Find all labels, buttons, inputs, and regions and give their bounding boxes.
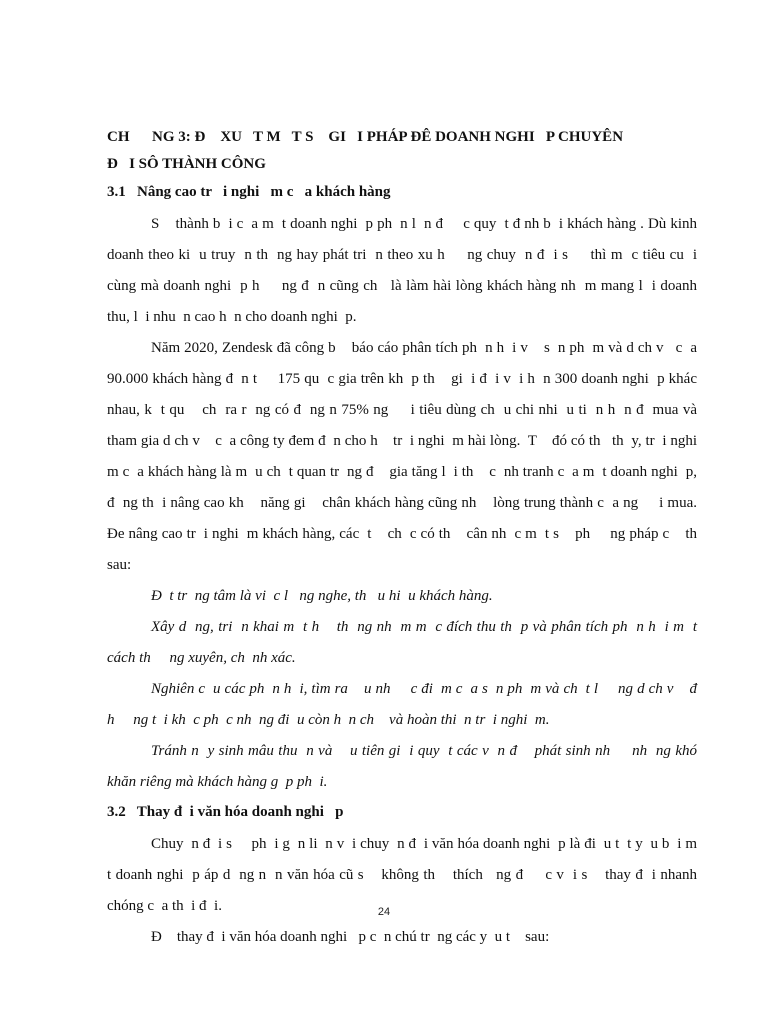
bullet-paragraph: Đ t tr ng tâm là vi c l ng nghe, th u hi u khách hàng.: [151, 588, 493, 604]
paragraph: Năm 2020, Zendesk đã công b báo cáo phân tích ph n h i v s n ph m và d ch v c a 90.000 khách hàng đ n t 175 qu c gia trên kh p th gi i đ i v i h n 300 doanh nghi p khác nhau, k t qu ch ra r ng có đ ng n 75% ng i tiêu dùng ch u chi nhi u ti n h n đ mua và tham gia d ch v c a công ty đem đ n cho h tr i nghi m hài lòng. T đó có th th y, tr i nghi m c a khách hàng là m u ch t quan tr ng đ gia tăng l i th c nh tranh c a m t doanh nghi p, đ ng th i nâng cao kh năng gi chân khách hàng cũng nh lòng trung thành c a ng i mua. Đe nâng cao tr i nghi m khách hàng, các t ch c có th cân nh c m t s ph ng pháp c th sau:: [107, 340, 712, 573]
paragraph: Chuy n đ i s ph i g n li n v i chuy n đ i văn hóa doanh nghi p là đi u t t y u b i m t doanh nghi p áp d ng n n văn hóa cũ s không th thích ng đ c v i s thay đ i nhanh chóng c a th i đ i.: [107, 836, 705, 914]
bullet-paragraph: Tránh n y sinh mâu thu n và u tiên gi i quy t các v n đ phát sinh nh nh ng khó khăn riêng mà khách hàng g p ph i.: [107, 743, 701, 790]
paragraph: Đ thay đ i văn hóa doanh nghi p c n chú tr ng các y u t sau:: [151, 929, 550, 945]
paragraph: S thành b i c a m t doanh nghi p ph n l n đ c quy t đ nh b i khách hàng . Dù kinh doanh theo ki u truy n th ng hay phát tri n theo xu h ng chuy n đ i s thì m c tiêu cu i cùng mà doanh nghi p h ng đ n cũng ch là làm hài lòng khách hàng nh m mang l i doanh thu, l i nhu n cao h n cho doanh nghi p.: [107, 216, 701, 325]
page-number: 24: [377, 906, 391, 918]
section-heading-3-2: 3.2 Thay đ i văn hóa doanh nghi p: [107, 804, 344, 820]
chapter-title-line-2: Đ I SÔ THÀNH CÔNG: [107, 156, 266, 172]
page-content: [107, 124, 712, 953]
bullet-paragraph: Xây d ng, tri n khai m t h th ng nh m m c đích thu th p và phân tích ph n h i m t cách th ng xuyên, ch nh xác.: [107, 619, 701, 666]
bullet-paragraph: Nghiên c u các ph n h i, tìm ra u nh c đi m c a s n ph m và ch t l ng d ch v đ h ng t i kh c ph c nh ng đi u còn h n ch và hoàn thi n tr i nghi m.: [107, 681, 712, 728]
chapter-title-line-1: CH NG 3: Đ XU T M T S GI I PHÁP ĐÊ DOANH NGHI P CHUYÊN: [107, 129, 624, 145]
section-heading-3-1: 3.1 Nâng cao tr i nghi m c a khách hàng: [107, 184, 391, 200]
